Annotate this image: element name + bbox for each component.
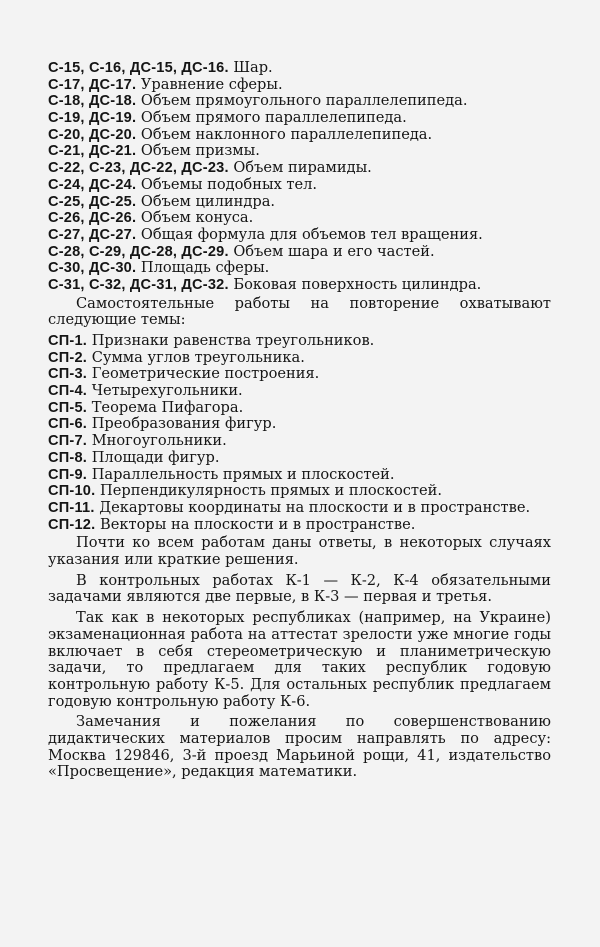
entry-title: Объем прямоугольного параллелепипеда. — [140, 93, 468, 110]
entry-title: Геометрические построения. — [91, 366, 320, 383]
review-list — [48, 333, 551, 533]
review-intro-paragraph: Самостоятельные работы на повторение охватывают следующие темы: — [48, 294, 551, 329]
tests-paragraph: В контрольных работах К-1 — К-2, К-4 обязательными задачами являются две первые, в К-3 — первая и третья. — [48, 571, 551, 606]
answers-paragraph: Почти ко всем работам даны ответы, в некоторых случаях указания или краткие решения. — [48, 534, 551, 568]
entry-title: Декартовы координаты на плоскости и в пространстве. — [99, 499, 531, 516]
entry-title: Признаки равенства треугольников. — [91, 333, 375, 350]
review-entry — [48, 450, 551, 467]
entry-codes: С-28, С-29, ДС-28, ДС-29. — [48, 243, 229, 260]
review-entry — [48, 383, 551, 400]
test-entry — [48, 110, 551, 127]
test-list — [48, 60, 551, 294]
entry-codes: СП-3. — [48, 366, 88, 383]
annual-test-paragraph: Так как в некоторых республиках (например, на Украине) экзаменационная работа на аттестат зрелости уже многие годы включает в себя стереометрическую и планиметрическую задачи, то предлагаем для таких республик годовую контрольную работу К-5. Для остальных республик предлагаем годовую контрольную работу К-6. — [48, 609, 551, 710]
review-entry — [48, 333, 551, 350]
entry-title: Боковая поверхность цилиндра. — [233, 276, 482, 293]
entry-title: Объем призмы. — [140, 143, 260, 160]
test-entry — [48, 93, 551, 110]
feedback-paragraph: Замечания и пожелания по совершенствованию дидактических материалов просим направлять по адресу: Москва 129846, 3-й проезд Марьиной рощи, 41, издательство «Просвещение», редакция математики. — [48, 713, 551, 781]
entry-title: Сумма углов треугольника. — [91, 349, 305, 366]
entry-title: Объемы подобных тел. — [140, 176, 318, 193]
entry-codes: С-31, С-32, ДС-31, ДС-32. — [48, 276, 229, 293]
test-entry — [48, 60, 551, 77]
test-entry — [48, 210, 551, 227]
entry-codes: С-20, ДС-20. — [48, 126, 137, 143]
entry-codes: С-27, ДС-27. — [48, 226, 137, 243]
entry-title: Площадь сферы. — [140, 260, 270, 277]
entry-title: Общая формула для объемов тел вращения. — [140, 226, 483, 243]
review-entry — [48, 483, 551, 500]
entry-codes: С-21, ДС-21. — [48, 143, 137, 160]
test-entry — [48, 77, 551, 94]
entry-codes: СП-6. — [48, 416, 88, 433]
entry-codes: С-18, ДС-18. — [48, 93, 137, 110]
entry-codes: СП-2. — [48, 349, 88, 366]
entry-title: Объем шара и его частей. — [233, 243, 435, 260]
entry-title: Объем наклонного параллелепипеда. — [140, 126, 433, 143]
entry-codes: СП-11. — [48, 499, 95, 516]
entry-codes: С-19, ДС-19. — [48, 110, 137, 127]
entry-title: Параллельность прямых и плоскостей. — [91, 466, 395, 483]
entry-title: Уравнение сферы. — [140, 76, 283, 93]
entry-title: Объем прямого параллелепипеда. — [140, 110, 407, 127]
review-entry — [48, 350, 551, 367]
review-entry — [48, 416, 551, 433]
entry-codes: СП-4. — [48, 383, 88, 400]
review-entry — [48, 517, 551, 534]
page-content — [48, 60, 551, 785]
entry-title: Шар. — [233, 60, 273, 76]
test-entry — [48, 277, 551, 294]
test-entry — [48, 177, 551, 194]
entry-codes: С-15, С-16, ДС-15, ДС-16. — [48, 60, 229, 76]
test-entry — [48, 260, 551, 277]
entry-title: Векторы на плоскости и в пространстве. — [100, 516, 416, 533]
entry-codes: СП-9. — [48, 466, 88, 483]
entry-codes: С-17, ДС-17. — [48, 76, 137, 93]
entry-title: Многоугольники. — [91, 433, 227, 450]
entry-codes: С-25, ДС-25. — [48, 193, 137, 210]
entry-title: Площади фигур. — [91, 449, 220, 466]
test-entry — [48, 160, 551, 177]
test-entry — [48, 244, 551, 261]
entry-title: Перпендикулярность прямых и плоскостей. — [100, 483, 443, 500]
test-entry — [48, 227, 551, 244]
entry-codes: С-24, ДС-24. — [48, 176, 137, 193]
review-entry — [48, 366, 551, 383]
test-entry — [48, 194, 551, 211]
entry-title: Объем пирамиды. — [233, 160, 372, 177]
entry-title: Четырехугольники. — [91, 383, 243, 400]
entry-codes: С-26, ДС-26. — [48, 210, 137, 227]
entry-codes: СП-12. — [48, 516, 96, 533]
test-entry — [48, 143, 551, 160]
entry-title: Теорема Пифагора. — [91, 399, 244, 416]
review-entry — [48, 433, 551, 450]
entry-codes: СП-10. — [48, 483, 96, 500]
entry-codes: С-22, С-23, ДС-22, ДС-23. — [48, 160, 229, 177]
entry-title: Объем цилиндра. — [140, 193, 276, 210]
review-entry — [48, 400, 551, 417]
review-entry — [48, 467, 551, 484]
entry-title: Преобразования фигур. — [91, 416, 277, 433]
entry-codes: СП-7. — [48, 433, 88, 450]
entry-title: Объем конуса. — [140, 210, 254, 227]
test-entry — [48, 127, 551, 144]
entry-codes: С-30, ДС-30. — [48, 260, 137, 277]
review-entry — [48, 500, 551, 517]
entry-codes: СП-5. — [48, 399, 88, 416]
entry-codes: СП-1. — [48, 333, 88, 350]
entry-codes: СП-8. — [48, 449, 88, 466]
